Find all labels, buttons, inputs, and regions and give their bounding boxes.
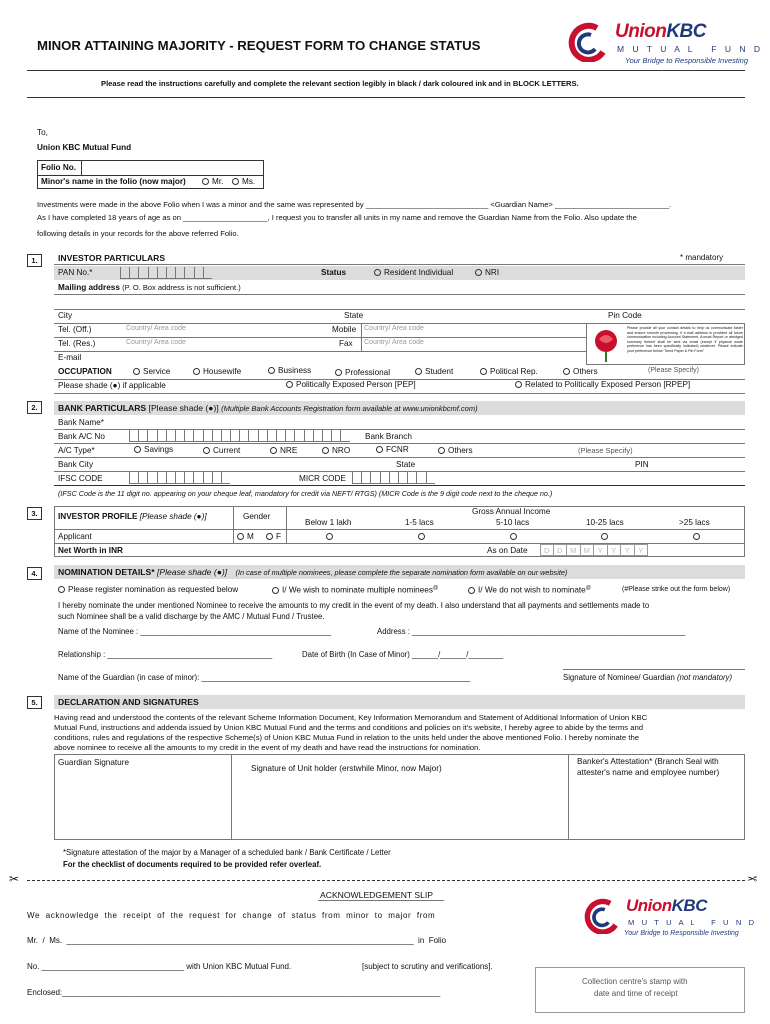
profile-title-wrap: INVESTOR PROFILE [Please shade (●)] [58, 512, 207, 521]
mr-label: Mr. [212, 177, 224, 186]
income-1-5: 1-5 lacs [405, 518, 434, 527]
income-5-10: 5-10 lacs [496, 518, 530, 527]
income-radio-5[interactable] [693, 533, 700, 540]
nro-option[interactable]: NRO [322, 446, 350, 455]
gross-income-label: Gross Annual Income [472, 507, 551, 516]
fax-label: Fax [339, 339, 353, 348]
resident-radio[interactable] [374, 269, 381, 276]
guardian-signature[interactable]: Guardian Signature [58, 758, 130, 767]
acc-no-input[interactable] [129, 430, 350, 442]
nominee-name-field[interactable]: Name of the Nominee : ____________________________________________ [58, 627, 332, 636]
bank-specify[interactable]: (Please Specify) [578, 446, 633, 455]
savings-option[interactable]: Savings [134, 445, 173, 454]
nri-option[interactable] [475, 268, 499, 277]
intro-line-2: As I have completed 18 years of age as on ____________________, I request you to transfer all units in my name and remove the Guardian Name from the Folio. Also update the [37, 213, 637, 222]
decl-para-1: Having read and understood the contents of the relevant Scheme Information Document, Key Information Memorandum and Statement of Additional Information of Union KBC [54, 713, 648, 722]
section-1-title: INVESTOR PARTICULARS [58, 253, 166, 263]
shade-note: Please shade (●) if applicable [58, 381, 166, 390]
actype-label: A/C Type* [58, 446, 95, 455]
date-digit-box[interactable]: M [581, 544, 595, 556]
brand-kbc: KBC [666, 21, 706, 42]
folio-box [37, 160, 264, 189]
ack-line-1: We acknowledge the receipt of the request for change of status from minor to major from [27, 911, 436, 920]
mailing-note: (P. O. Box address is not sufficient.) [122, 283, 241, 292]
mobile-label: Mobile [332, 325, 357, 334]
business-option[interactable]: Business [268, 366, 311, 375]
email-label: E-mail [58, 353, 82, 362]
nri-label: NRI [485, 268, 500, 277]
banker-attestation-1: Banker's Attestation* (Branch Seal with [577, 757, 719, 766]
banker-attestation-2: attester's name and employee number) [577, 768, 720, 777]
pin-label: Pin Code [608, 311, 642, 320]
ifsc-label: IFSC CODE [58, 474, 103, 483]
others-specify[interactable]: (Please Specify) [648, 367, 699, 374]
relationship-field[interactable]: Relationship : ______________________________________ [58, 650, 273, 659]
income-radio-4[interactable] [601, 533, 608, 540]
folio-label: Folio No. [41, 163, 77, 172]
ms-label: Ms. [242, 177, 256, 186]
pan-label: PAN No.* [58, 268, 93, 277]
date-digit-box[interactable]: Y [594, 544, 608, 556]
section-4-number: 4. [27, 567, 42, 580]
decl-para-2: Mutual Fund, instructions and addenda issued by Union KBC Mutual Fund and the terms and conditions and policies on it's website, I hereby agree to abide by the terms and [54, 723, 644, 732]
date-digit-box[interactable]: Y [621, 544, 635, 556]
unit-holder-signature[interactable]: Signature of Unit holder (erstwhile Minor, now Major) [251, 764, 442, 773]
stamp-line-1: Collection centre's stamp with [582, 977, 688, 986]
ms-option[interactable] [232, 177, 255, 186]
income-radio-1[interactable] [326, 533, 333, 540]
bank-city-label: Bank City [58, 460, 94, 469]
income-below-1: Below 1 lakh [305, 518, 352, 527]
student-option[interactable]: Student [415, 367, 453, 376]
acc-no-label: Bank A/C No [58, 432, 105, 441]
ms-radio[interactable] [232, 178, 239, 185]
mr-option[interactable] [202, 177, 223, 186]
pan-input[interactable] [120, 267, 212, 279]
nominee-sig-wrap: Signature of Nominee/ Guardian (not mandatory) [563, 673, 733, 682]
cut-line [27, 880, 745, 881]
mr-radio[interactable] [202, 178, 209, 185]
as-on-date-input[interactable] [540, 544, 648, 556]
micr-input[interactable] [352, 472, 435, 484]
addressee: Union KBC Mutual Fund [37, 143, 132, 152]
nom-para-1: I hereby nominate the under mentioned Nominee to receive the amounts to my credit in the event of my death. I also understand that all payments and settlements made to [58, 601, 650, 610]
folio-input[interactable] [81, 161, 264, 175]
section-3-number: 3. [27, 507, 42, 520]
others-option[interactable]: Others [563, 367, 598, 376]
section-1-number: 1. [27, 254, 42, 267]
attestation-footnote: *Signature attestation of the major by a Manager of a scheduled bank / Bank Certificate / Letter [63, 848, 391, 857]
applicant-label: Applicant [58, 532, 92, 541]
ifsc-input[interactable] [129, 472, 230, 484]
minor-name-label: Minor's name in the folio (now major) [41, 177, 186, 186]
professional-option[interactable]: Professional [335, 368, 390, 377]
income-10-25: 10-25 lacs [586, 518, 624, 527]
intro-line-1: Investments were made in the above Folio when I was a minor and the same was represented by _____________________________ <Guardian Name> ___________________________. [37, 200, 672, 209]
housewife-option[interactable]: Housewife [193, 367, 241, 376]
brand-logo [567, 20, 763, 70]
fax-country-code[interactable]: Country/ Area code [364, 339, 424, 346]
nri-radio[interactable] [475, 269, 482, 276]
nom-opt-1[interactable]: Please register nomination as requested below [58, 585, 238, 594]
as-on-label: As on Date [487, 546, 528, 555]
pep-option[interactable]: Politically Exposed Person [PEP] [286, 380, 416, 389]
section-2-number: 2. [27, 401, 42, 414]
date-digit-box[interactable]: D [554, 544, 568, 556]
others-bank-option[interactable]: Others [438, 446, 473, 455]
resident-label: Resident Individual [384, 268, 454, 277]
bank-state-label: State [396, 460, 416, 469]
brand-sub: M U T U A L F U N D [617, 44, 763, 54]
brand-union: Union [615, 21, 667, 42]
networth-label: Net Worth in INR [58, 546, 123, 555]
date-digit-box[interactable]: Y [635, 544, 649, 556]
brand-tagline: Your Bridge to Responsible Investing [625, 56, 748, 65]
tel-off-label: Tel. (Off.) [58, 325, 92, 334]
branch-label: Bank Branch [365, 432, 412, 441]
status-label: Status [321, 268, 347, 277]
to-label: To, [37, 128, 48, 137]
income-radio-3[interactable] [510, 533, 517, 540]
union-kbc-logo-icon [567, 22, 611, 62]
guardian-name-field[interactable]: Name of the Guardian (in case of minor): ______________________________________________________________ [58, 673, 471, 682]
current-option[interactable]: Current [203, 446, 240, 455]
occupation-label: OCCUPATION [58, 367, 112, 376]
strike-note: (#Please strike out the form below) [622, 586, 731, 593]
gender-label: Gender [243, 512, 271, 521]
rose-icon [589, 327, 623, 363]
ack-title: ACKNOWLEDGEMENT SLIP [320, 890, 434, 900]
collection-stamp-box [535, 967, 745, 1013]
tel-res-label: Tel. (Res.) [58, 339, 96, 348]
gender-m[interactable]: M [237, 532, 254, 541]
ifsc-note: (IFSC Code is the 11 digit no. appearing on your cheque leaf, mandatory for credit via NEFT/ RTGS) (MICR Code is the 9 digit code next to the cheque no.) [58, 489, 553, 498]
fcnr-option[interactable]: FCNR [376, 445, 409, 454]
section-2-header: BANK PARTICULARS [Please shade (●)] (Multiple Bank Accounts Registration form available at www.unionkbcmf.com) [54, 401, 745, 415]
political-option[interactable]: Political Rep. [480, 367, 538, 376]
city-label: City [58, 311, 73, 320]
section-5-number: 5. [27, 696, 42, 709]
nom-para-2: such Nominee shall be a valid discharge by the AMC / Mutual Fund / Trustee. [58, 612, 325, 621]
mobile-country-code[interactable]: Country/ Area code [364, 325, 424, 332]
bank-name-label: Bank Name* [58, 418, 104, 427]
ack-enclosed[interactable]: Enclosed:_____________________________________________________________________________________ [27, 988, 441, 997]
tel-off-country-code[interactable]: Country/ Area code [126, 325, 186, 332]
nominee-address-field[interactable]: Address : _______________________________________________________________ [377, 627, 686, 636]
checklist-note: For the checklist of documents required to be provided refer overleaf. [63, 860, 322, 869]
ack-line-3[interactable]: No. ________________________________ with Union KBC Mutual Fund. [27, 962, 292, 971]
bank-pin-label: PIN [635, 460, 649, 469]
ack-line-3b: [subject to scrutiny and verifications]. [362, 962, 493, 971]
stamp-line-2: date and time of receipt [594, 989, 678, 998]
decl-para-4: above nominee to receive all the amounts to my credit in the event of my death and have read the instructions for nomination. [54, 743, 481, 752]
income-radio-2[interactable] [418, 533, 425, 540]
nom-opt-2[interactable]: I/ We wish to nominate multiple nominees@ [272, 585, 438, 595]
union-kbc-logo-icon [583, 898, 623, 934]
date-digit-box[interactable]: M [567, 544, 581, 556]
scissor-icon-right: ✂ [747, 872, 758, 886]
dob-field[interactable]: Date of Birth (In Case of Minor) ______/______/________ [302, 650, 504, 659]
rpep-option[interactable]: Related to Politically Exposed Person [RPEP] [515, 380, 690, 389]
nom-opt-3[interactable]: I/ We do not wish to nominate@ [468, 585, 591, 595]
contact-note-text: Please provide all your contact details to help us communicate faster and ensure smooth processing. If e-mail address is provided all future communication including Account Statement, Annual Report or abridged summary thereof shall be sent via email (except if physical mode preference has been specifically indicated) whatever. Please indicate your preference below "Send Paper & Pin Form" [627, 326, 743, 353]
instructions: Please read the instructions carefully and complete the relevant section legibly in black / dark coloured ink and in BLOCK LETTERS. [101, 79, 579, 88]
form-title: MINOR ATTAINING MAJORITY - REQUEST FORM TO CHANGE STATUS [37, 38, 481, 53]
decl-para-3: conditions, rules and regulations of the respective Scheme(s) of Union KBC Mutua Fund in relation to the units held under the above mentioned Folio. I hereby nominate the [54, 733, 640, 742]
tel-res-country-code[interactable]: Country/ Area code [126, 339, 186, 346]
date-digit-box[interactable]: D [540, 544, 554, 556]
section-5-header: DECLARATION AND SIGNATURES [54, 695, 745, 709]
ack-line-2[interactable]: Mr. / Ms. ______________________________________________________________________________ in Folio [27, 936, 447, 945]
state-label: State [344, 311, 364, 320]
date-digit-box[interactable]: Y [608, 544, 622, 556]
micr-label: MICR CODE [299, 474, 346, 483]
mailing-label-wrap [58, 283, 241, 292]
brand-logo-bottom: UnionKBC M U T U A L F U N D Your Bridge to Responsible Investing [583, 896, 753, 942]
resident-option[interactable] [374, 268, 453, 277]
mailing-label: Mailing address [58, 283, 120, 292]
intro-line-3: following details in your records for the above referred Folio. [37, 229, 239, 238]
section-4-header: NOMINATION DETAILS* [Please shade (●)] (In case of multiple nominees, please complete the separate nomination form available on our website) [54, 565, 745, 579]
scissor-icon: ✂ [9, 872, 20, 886]
income-25-plus: >25 lacs [679, 518, 710, 527]
gender-f[interactable]: F [266, 532, 281, 541]
mandatory-note: * mandatory [680, 253, 724, 262]
contact-note-box [586, 323, 745, 365]
service-option[interactable]: Service [133, 367, 170, 376]
section-1-header [54, 251, 745, 265]
nre-option[interactable]: NRE [270, 446, 297, 455]
